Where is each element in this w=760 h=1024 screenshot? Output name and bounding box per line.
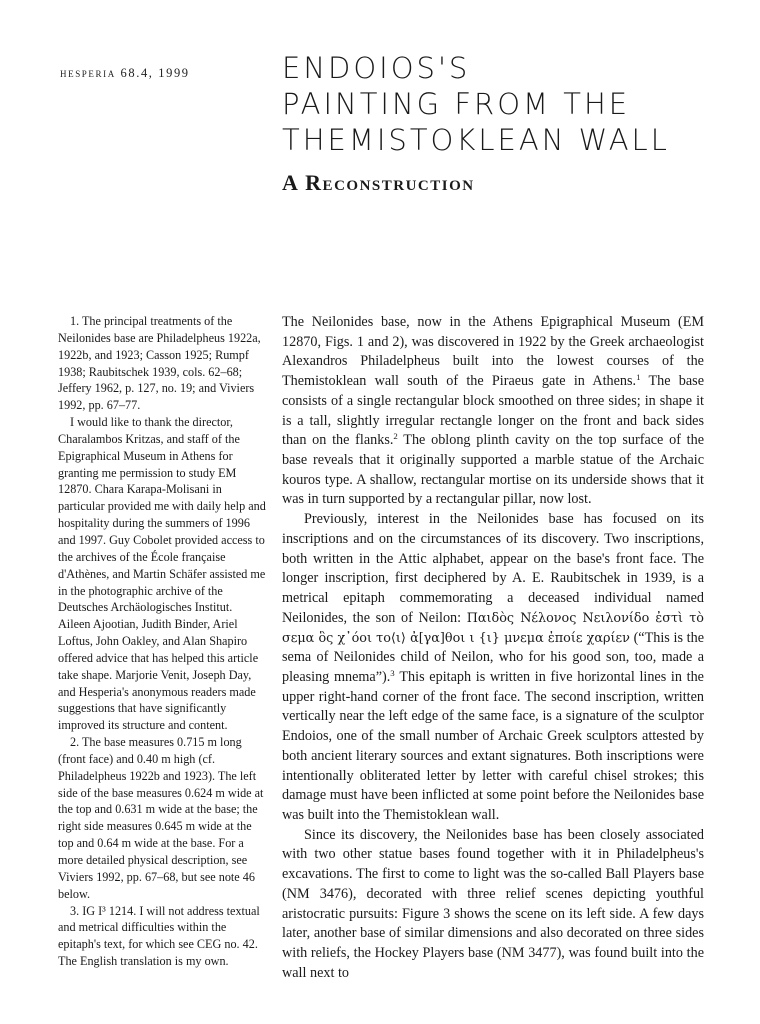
main-text-column <box>282 313 704 983</box>
article-title-block <box>282 50 722 196</box>
article-subtitle: A Reconstruction <box>282 170 475 195</box>
footnote-1: 1. The principal treatments of the Neilonides base are Philadelpheus 1922a, 1922b, and 1923; Casson 1925; Rumpf 1938; Raubitschek 1939, cols. 62–68; Jeffery 1962, p. 127, no. 19; and Viviers 1992, pp. 67–77. <box>58 314 261 413</box>
body-paragraph-1 <box>282 313 704 510</box>
greek-epitaph: Παιδὸς Νέλονος Νειλονίδο ἐστὶ τὸ σεμα ὃς χ᾽όοι το⟨ι⟩ ἀ[γα]θοι ι {ι} μνεμα ἐποίε χαρίεν <box>282 610 704 646</box>
body-paragraph-1-part-b: The base consists of a single rectangular block smoothed on three sides; in shape it is a tall, slightly irregular rectangle longer on the front and back sides than on the flanks. <box>282 373 704 449</box>
footnote-acknowledgments: I would like to thank the director, Charalambos Kritzas, and staff of the Epigraphical Museum in Athens for granting me permission to study EM 12870. Chara Karapa-Molisani in particular provided me with daily help and hospitality during the summers of 1996 and 1997. Guy Cobolet provided access to the archives of the École française d'Athènes, and Martin Schäfer assisted me in the photographic archive of the Deutsches Archäologisches Institut. Aileen Ajootian, Judith Binder, Ariel Loftus, John Oakley, and Alan Shapiro offered advice that has helped this article take shape. Marjorie Venit, Joseph Day, and Hesperia's anonymous readers made suggestions that have significantly improved its structure and content. <box>58 415 266 733</box>
article-title-line-2: PAINTING FROM THE <box>282 87 631 121</box>
body-paragraph-2-part-b: (“This is the sema of Neilonides child of Neilon, who for his good son, too, made a pleasing mnema”). <box>282 629 704 685</box>
body-paragraph-2-part-c: This epitaph is written in five horizontal lines in the upper right-hand corner of the front face. The second inscription, written vertically near the left edge of the same face, is a signature of the sculptor Endoios, one of the small number of Archaic Greek sculptors attested by both ancient literary sources and extant signatures. Both inscriptions were intentionally obliterated letter by letter with careful chisel strokes; this damage must have been inflicted at some point before the Neilonides base was built into the Themistoklean wall. <box>282 668 704 823</box>
footnote-ref-3[interactable]: 3 <box>390 668 395 679</box>
journal-running-head: hesperia 68.4, 1999 <box>60 66 190 80</box>
body-paragraph-3: Since its discovery, the Neilonides base has been closely associated with two other statue bases found together with it in Philadelpheus's excavations. The first to come to light was the so-called Ball Players base (NM 3476), decorated with three relief scenes depicting youthful aristocratic pursuits: Figure 3 shows the scene on its left side. A few days later, another base of similar dimensions and also decorated on three sides with reliefs, the Hockey Players base (NM 3477), was found built into the wall next to <box>282 826 704 981</box>
article-title-line-1: ENDOIOS'S <box>282 51 471 85</box>
footnote-ref-1[interactable]: 1 <box>636 372 641 383</box>
body-paragraph-1-part-a: The Neilonides base, now in the Athens Epigraphical Museum (EM 12870, Figs. 1 and 2), was discovered in 1922 by the Greek archaeologist Alexandros Philadelpheus built into the lowest courses of the Themistoklean wall south of the Piraeus gate in Athens. <box>282 314 704 390</box>
body-paragraph-2 <box>282 510 704 826</box>
footnote-2: 2. The base measures 0.715 m long (front face) and 0.40 m high (cf. Philadelpheus 1922b and 1923). The left side of the base measures 0.624 m wide at the top and 0.631 m wide at the base; the right side measures 0.645 m wide at the top and 0.64 m wide at the base. For a more detailed physical description, see Viviers 1992, pp. 67–68, but see note 46 below. <box>58 735 264 901</box>
article-title-line-3: THEMISTOKLEAN WALL <box>282 123 670 157</box>
footnote-ref-2[interactable]: 2 <box>393 431 398 442</box>
body-paragraph-2-part-a: Previously, interest in the Neilonides base has focused on its inscriptions and on the circumstances of its discovery. Two inscriptions, both written in the Attic alphabet, appear on the base's front face. The longer inscription, first deciphered by A. E. Raubitschek in 1939, is a metrical epitaph commemorating a deceased individual named Neilonides, the son of Neilon: <box>282 511 704 626</box>
body-paragraph-1-part-c: The oblong plinth cavity on the top surface of the base reveals that it originally supported a marble statue of the Archaic kouros type. A shallow, rectangular mortise on its underside shows that it was in turn supported by a rectangular pillar, now lost. <box>282 432 704 508</box>
footnote-3: 3. IG I³ 1214. I will not address textual and metrical difficulties within the epitaph's text, for which see CEG no. 42. The English translation is my own. <box>58 903 260 969</box>
footnotes-column <box>58 313 266 970</box>
